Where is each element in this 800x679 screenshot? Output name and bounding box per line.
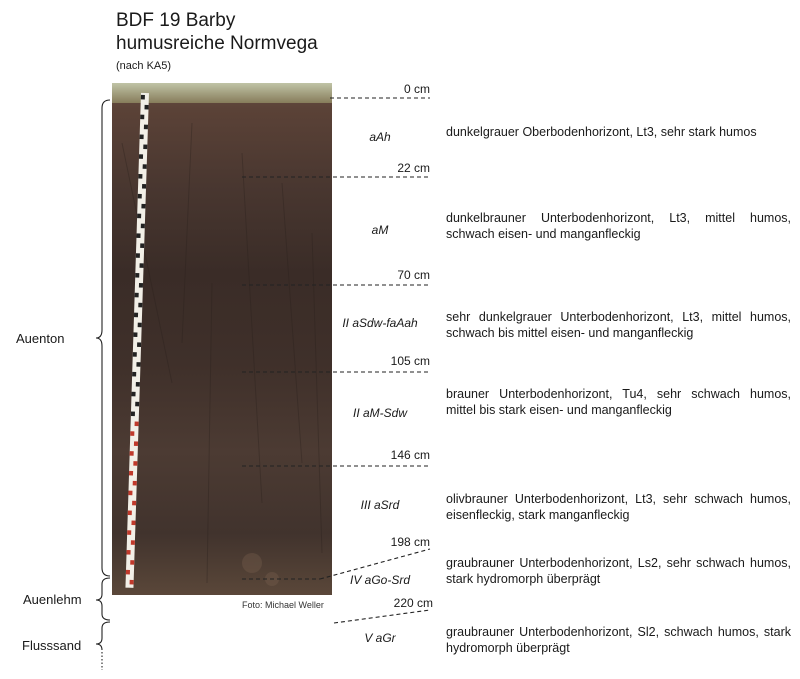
- layer-label-auenton: Auenton: [16, 331, 65, 346]
- horizon-code-V-aGr: V aGr: [364, 631, 396, 645]
- horizon-code-II-aM-Sdw: II aM-Sdw: [352, 406, 407, 420]
- horizon-description-II-aM-Sdw: brauner Unterbodenhorizont, Tu4, sehr schwach humos, mittel bis stark eisen- und manganfleckig: [446, 387, 791, 417]
- bracket-auenlehm: [96, 578, 110, 620]
- horizon-code-IV-aGo-Srd: IV aGo-Srd: [349, 573, 411, 587]
- title-line-1: BDF 19 Barby: [116, 10, 236, 31]
- horizon-description-aM: dunkelbrauner Unterbodenhorizont, Lt3, mittel humos, schwach eisen- und manganfleckig: [446, 211, 791, 241]
- depth-label-146: 146 cm: [390, 448, 430, 462]
- horizon-description-aAh: dunkelgrauer Oberbodenhorizont, Lt3, sehr stark humos: [446, 125, 757, 139]
- layer-label-flusssand: Flusssand: [22, 638, 82, 653]
- bracket-flusssand: [96, 622, 110, 650]
- horizon-description-II-aSdw-faAah: sehr dunkelgrauer Unterbodenhorizont, Lt3, mittel humos, schwach bis mittel eisen- und manganfleckig: [446, 310, 791, 340]
- horizon-code-III-aSrd: III aSrd: [360, 498, 400, 512]
- horizon-code-II-aSdw-faAah: II aSdw-faAah: [342, 316, 418, 330]
- horizon-description-IV-aGo-Srd: graubrauner Unterbodenhorizont, Ls2, sehr schwach humos, stark hydromorph überprägt: [446, 556, 791, 586]
- layer-label-auenlehm: Auenlehm: [23, 592, 82, 607]
- horizon-code-aAh: aAh: [369, 130, 391, 144]
- photo-credit: Foto: Michael Weller: [242, 600, 324, 610]
- depth-label-105: 105 cm: [390, 354, 430, 368]
- horizon-code-aM: aM: [371, 223, 389, 237]
- depth-label-22: 22 cm: [397, 161, 430, 175]
- depth-label-0: 0 cm: [403, 82, 430, 96]
- horizon-description-III-aSrd: olivbrauner Unterbodenhorizont, Lt3, sehr schwach humos, eisenfleckig, stark manganfleckig: [446, 492, 791, 522]
- depth-label-220: 220 cm: [393, 596, 433, 610]
- depth-label-198: 198 cm: [390, 535, 430, 549]
- title-source: (nach KA5): [116, 60, 172, 72]
- horizon-description-V-aGr: graubrauner Unterbodenhorizont, Sl2, schwach humos, stark hydromorph überprägt: [446, 625, 791, 655]
- title-line-2: humusreiche Normvega: [116, 33, 318, 54]
- depth-label-70: 70 cm: [397, 268, 430, 282]
- boundary-220cm: [334, 610, 430, 623]
- bracket-auenton: [96, 100, 110, 576]
